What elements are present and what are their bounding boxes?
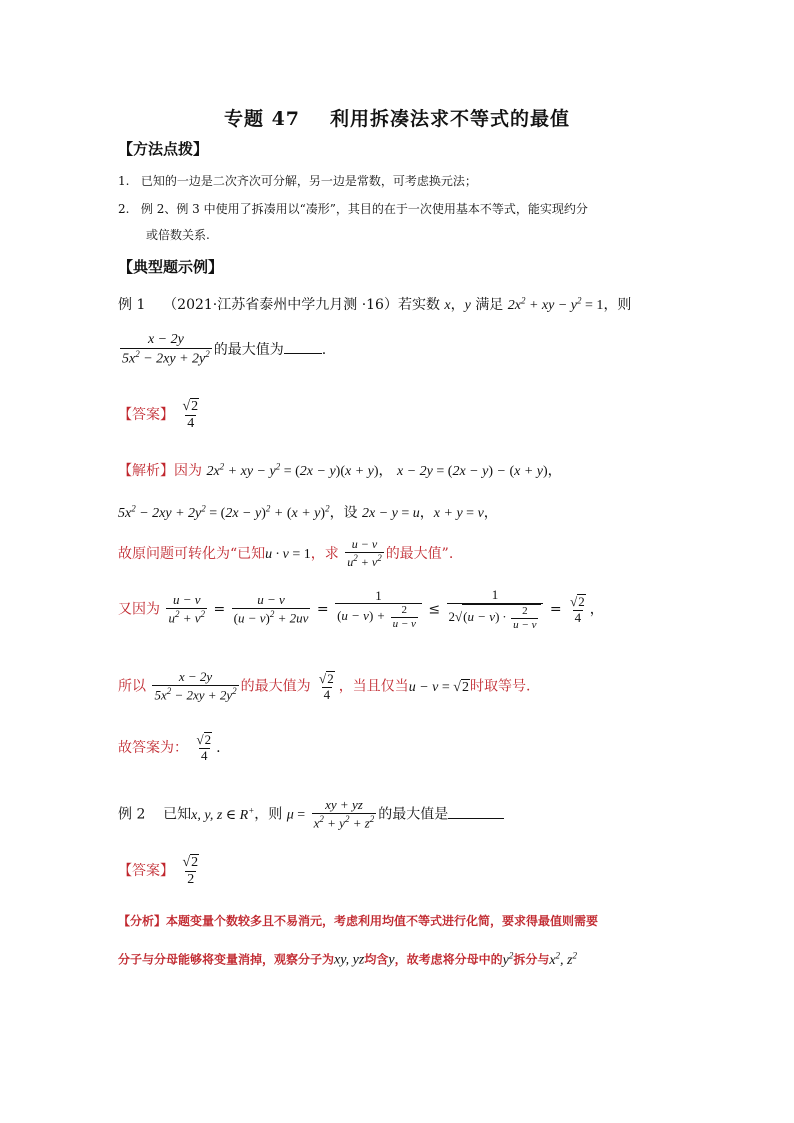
answer-blank [448, 808, 504, 819]
example-label: 例 1 [118, 297, 146, 313]
method-item-1 [118, 172, 477, 189]
ex2-statement: 例 2 已知x, y, z ∈ R+，则 μ = $\frac{xy + yz}{x^2 + y^2 + z^2}$ 的最大值是 [118, 798, 504, 831]
item-text: 已知的一边是二次齐次可分解，另一边是常数，可考虑换元法； [140, 174, 477, 188]
ex1-question: $\frac{x - 2y}{5x^2 - 2xy + 2y^2}$ 的最大值为 . [122, 332, 327, 367]
ex1-final-answer: 故答案为： $\frac{√2}{4}$ . [118, 732, 221, 763]
page-title: 专题 47 利用拆凑法求不等式的最值 [223, 108, 571, 130]
item-number: 1. [118, 174, 130, 188]
ex1-solution-line-4: 又因为 $\frac{u - v}{u^2 + v^2}$ = $\frac{u - v}{(u - v)^2 + 2uv}$ = 1 (u − v) + $\frac{2}{u - v}$ ≤ 1 2√(u − v) · $\frac{2}{u - v}$ = $\frac{√2}{4}$ ， [118, 587, 604, 631]
ex2-answer: 【答案】 $\frac{√2}{2}$ [118, 855, 199, 888]
ex1-fraction: $\frac{x - 2y}{5x^2 - 2xy + 2y^2}$ [122, 332, 210, 367]
method-item-2 [118, 200, 588, 217]
ex1-solution-line-2: $5x^2 - 2xy + 2y^2 = (2x - y)^2 + (x + y)^2$，设 2x − y = u，x + y = v， [118, 503, 498, 521]
example-source: （2021·江苏省泰州中学九月测 ·16）若实数 [163, 297, 440, 313]
example-label: 例 2 [118, 806, 146, 823]
answer-blank [284, 343, 322, 354]
method-heading: 【方法点拨】 [118, 140, 209, 158]
ex1-condition: $2x^2$ + xy − $y^2 = 1$ [507, 295, 604, 313]
ex2-analysis-line-1: 【分析】本题变量个数较多且不易消元，考虑利用均值不等式进行化简，要求得最值则需要 [118, 914, 599, 928]
ex1-statement: 例 1 （2021·江苏省泰州中学九月测 ·16）若实数 x，y 满足 $2x^2$ + xy − $y^2 = 1$，则 [118, 295, 632, 313]
ex1-solution-line-1: 【解析】因为 $2x^2$ + xy − $y^2 = (2x - y)(x + y)$， x − 2y = (2x − y) − (x + y)， [118, 461, 562, 479]
ex1-answer: 【答案】 $\frac{√2}{4}$ [118, 399, 199, 432]
ex1-solution-line-3: 故原问题可转化为“已知u · v = 1，求 $\frac{u - v}{u^2 + v^2}$ 的最大值”. [118, 537, 454, 569]
item-text: 例 2、例 3 中使用了拆凑用以“凑形”，其目的在于一次使用基本不等式，能实现约分 [140, 202, 588, 216]
method-item-2-cont: 或倍数关系. [146, 228, 210, 242]
item-number: 2. [118, 202, 130, 216]
ex2-analysis-line-2: 分子与分母能够将变量消掉，观察分子为xy, yz均含y，故考虑将分母中的$y^2$拆分与$x^2$, $z^2$ [118, 950, 577, 968]
examples-heading: 【典型题示例】 [118, 258, 224, 276]
ex1-solution-line-5: 所以 $\frac{x - 2y}{5x^2 - 2xy + 2y^2}$ 的最大值为 $\frac{√2}{4}$ ，当且仅当u − v = √2时取等号. [118, 669, 531, 703]
